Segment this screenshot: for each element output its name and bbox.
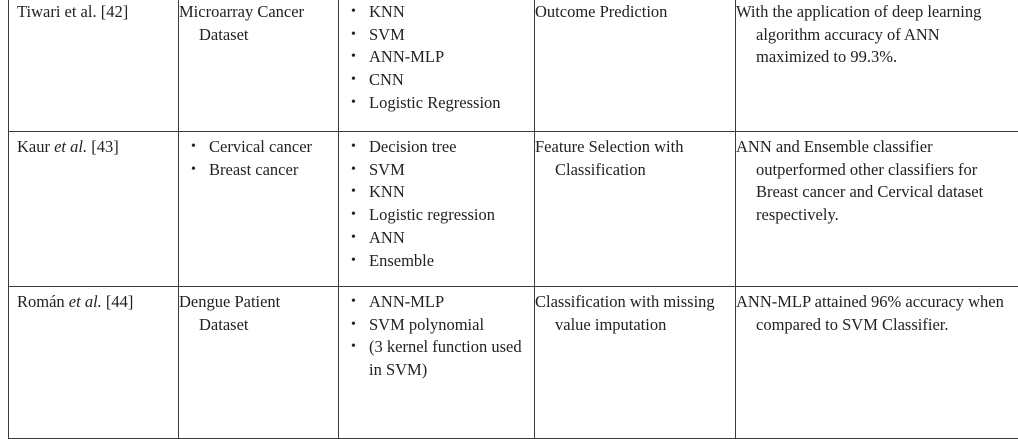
- author-cell: [9, 287, 179, 439]
- method-item: • KNN: [369, 1, 526, 24]
- dataset-text: Microarray Cancer Dataset: [179, 2, 304, 44]
- task-text: Feature Selection with Classification: [535, 137, 683, 179]
- method-item: • ANN: [369, 227, 526, 250]
- method-item: • Ensemble: [369, 250, 526, 273]
- dataset-cell: [179, 132, 339, 287]
- author-text: Tiwari et al. [42]: [17, 2, 128, 21]
- method-item: • SVM: [369, 159, 526, 182]
- method-item: • ANN-MLP: [369, 291, 526, 314]
- table-row: [9, 132, 1018, 287]
- finding-cell: [736, 132, 1018, 287]
- finding-cell: [736, 0, 1018, 132]
- method-item: • Decision tree: [369, 136, 526, 159]
- task-text: Classification with missing value imputation: [535, 292, 715, 334]
- author-etal: et al.: [69, 292, 102, 311]
- author-name: Román: [17, 292, 69, 311]
- methods-cell: [339, 0, 535, 132]
- datasets-list: [187, 136, 330, 181]
- dataset-cell: [179, 287, 339, 439]
- finding-cell: [736, 287, 1018, 439]
- dataset-item: • Cervical cancer: [209, 136, 330, 159]
- method-item: • (3 kernel function used in SVM): [369, 336, 526, 381]
- method-item: • Logistic regression: [369, 204, 526, 227]
- author-etal: et al.: [54, 137, 87, 156]
- finding-text: ANN-MLP attained 96% accuracy when compared to SVM Classifier.: [736, 292, 1004, 334]
- author-ref: [43]: [87, 137, 119, 156]
- method-item: • ANN-MLP: [369, 46, 526, 69]
- table-row: [9, 287, 1018, 439]
- task-cell: [535, 287, 736, 439]
- author-name: Kaur: [17, 137, 54, 156]
- methods-cell: [339, 287, 535, 439]
- method-item: • CNN: [369, 69, 526, 92]
- task-cell: [535, 132, 736, 287]
- task-text: Outcome Prediction: [535, 2, 667, 21]
- finding-text: ANN and Ensemble classifier outperformed other classifiers for Breast cancer and Cervical dataset respectively.: [736, 137, 983, 224]
- method-item: • SVM: [369, 24, 526, 47]
- dataset-text: Dengue Patient Dataset: [179, 292, 280, 334]
- dataset-cell: [179, 0, 339, 132]
- methods-list: [347, 1, 526, 115]
- comparison-table: [8, 0, 1018, 439]
- dataset-item: • Breast cancer: [209, 159, 330, 182]
- methods-list: [347, 291, 526, 382]
- task-cell: [535, 0, 736, 132]
- method-item: • SVM polynomial: [369, 314, 526, 337]
- author-ref: [44]: [102, 292, 134, 311]
- table-row: [9, 0, 1018, 132]
- method-item: • KNN: [369, 181, 526, 204]
- finding-text: With the application of deep learning algorithm accuracy of ANN maximized to 99.3%.: [736, 2, 981, 66]
- author-cell: [9, 0, 179, 132]
- methods-cell: [339, 132, 535, 287]
- method-item: • Logistic Regression: [369, 92, 526, 115]
- author-cell: [9, 132, 179, 287]
- methods-list: [347, 136, 526, 272]
